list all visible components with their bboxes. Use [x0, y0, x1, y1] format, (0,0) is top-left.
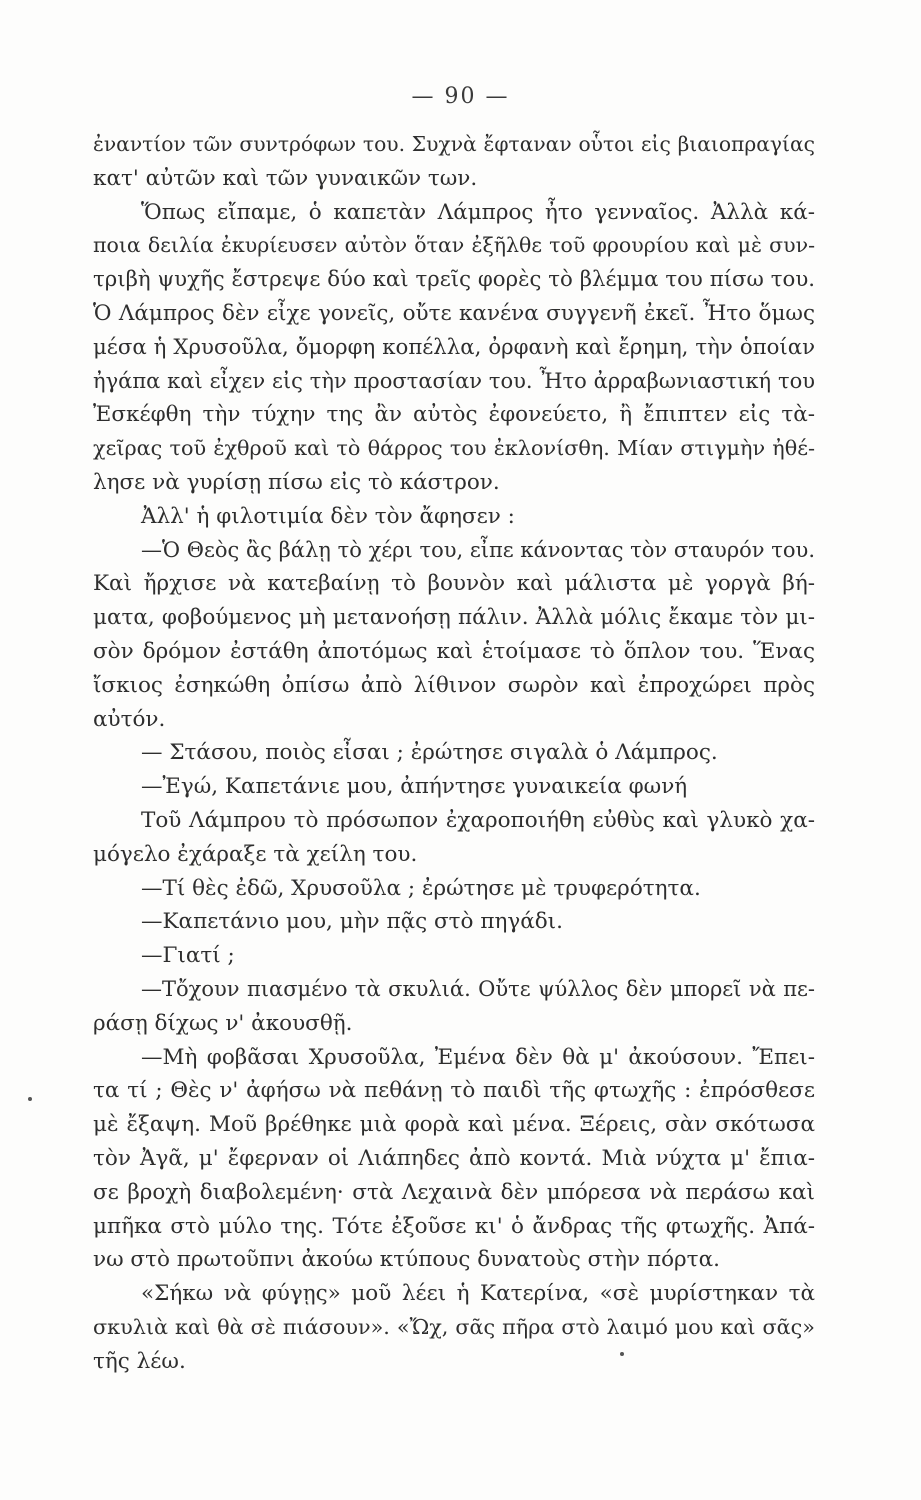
text-line: ράσῃ δίχως ν' ἀκουσθῇ.	[93, 1010, 353, 1036]
text-line: κατ' αὐτῶν καὶ τῶν γυναικῶν των.	[93, 165, 478, 191]
text-line: μὲ ἔξαψη. Μοῦ βρέθηκε μιὰ φορὰ καὶ μένα. Ξέρεις, σὰν σκότωσα	[93, 1112, 815, 1138]
text-line: —Καπετάνιο μου, μὴν πᾷς στὸ πηγάδι.	[141, 909, 563, 935]
text-line: μπῆκα στὸ μύλο της. Τότε ἐξοῦσε κι' ὁ ἄνδρας τῆς φτωχῆς. Ἀπά-	[93, 1213, 815, 1239]
text-line: σὸν δρόμον ἐστάθη ἀποτόμως καὶ ἑτοίμασε τὸ ὅπλον του. Ἕνας	[93, 638, 815, 664]
text-line: Ἐσκέφθη τὴν τύχην της ἂν αὐτὸς ἐφονεύετο, ἢ ἔπιπτεν εἰς τὰ-	[93, 402, 815, 428]
text-line: —Ἐγώ, Καπετάνιε μου, ἀπήντησε γυναικεία φωνή	[141, 774, 688, 800]
text-line: τῆς λέω.	[93, 1348, 186, 1374]
text-line: νω στὸ πρωτοῦπνι ἀκούω κτύπους δυνατοὺς στὴν πόρτα.	[93, 1247, 720, 1273]
text-line: — Στάσου, ποιὸς εἶσαι ; ἐρώτησε σιγαλὰ ὁ Λάμπρος.	[141, 740, 718, 766]
ink-speck	[620, 1352, 624, 1356]
text-line: ἐναντίον τῶν συντρόφων του. Συχνὰ ἔφταναν οὗτοι εἰς βιαιοπραγίας	[93, 132, 815, 156]
text-line: Ἀλλ' ἡ φιλοτιμία δὲν τὸν ἄφησεν :	[141, 503, 515, 529]
text-line: τὸν Ἀγᾶ, μ' ἔφερναν οἱ Λιάπηδες ἀπὸ κοντά. Μιὰ νύχτα μ' ἔπια-	[93, 1145, 815, 1171]
text-line: —Γιατί ;	[141, 943, 235, 969]
text-line: σε βροχὴ διαβολεμένη· στὰ Λεχαινὰ δὲν μπόρεσα νὰ περάσω καὶ	[93, 1179, 815, 1205]
text-line: σκυλιὰ καὶ θὰ σὲ πιάσουν». «Ὤχ, σᾶς πῆρα στὸ λαιμό μου καὶ σᾶς»	[93, 1314, 815, 1339]
text-line: αὐτόν.	[93, 706, 166, 732]
text-line: «Σήκω νὰ φύγῃς» μοῦ λέει ἡ Κατερίνα, «σὲ μυρίστηκαν τὰ	[141, 1281, 815, 1307]
ink-speck	[28, 1097, 32, 1101]
text-line: ματα, φοβούμενος μὴ μετανοήσῃ πάλιν. Ἀλλὰ μόλις ἔκαμε τὸν μι-	[93, 605, 815, 631]
text-line: μέσα ἡ Χρυσοῦλα, ὄμορφη κοπέλλα, ὀρφανὴ καὶ ἔρημη, τὴν ὁποίαν	[93, 334, 815, 360]
text-line: —Τί θὲς ἐδῶ, Χρυσοῦλα ; ἐρώτησε μὲ τρυφερότητα.	[141, 875, 701, 901]
text-line: ποια δειλία ἐκυρίευσεν αὐτὸν ὅταν ἐξῆλθε τοῦ φρουρίου καὶ μὲ συν-	[93, 233, 815, 258]
text-line: τριβὴ ψυχῆς ἔστρεψε δύο καὶ τρεῖς φορὲς τὸ βλέμμα του πίσω του.	[93, 267, 815, 293]
text-line: Ὅπως εἴπαμε, ὁ καπετὰν Λάμπρος ἦτο γενναῖος. Ἀλλὰ κά-	[141, 199, 815, 225]
text-line: —Τὄχουν πιασμένο τὰ σκυλιά. Οὔτε ψύλλος δὲν μπορεῖ νὰ πε-	[141, 976, 815, 1001]
body-text	[93, 128, 815, 1378]
text-line: —Μὴ φοβᾶσαι Χρυσοῦλα, Ἐμένα δὲν θὰ μ' ἀκούσουν. Ἔπει-	[141, 1044, 815, 1070]
page-number: — 90 —	[411, 84, 510, 109]
text-line: Τοῦ Λάμπρου τὸ πρόσωπον ἐχαροποιήθη εὐθὺς καὶ γλυκὸ χα-	[141, 807, 815, 833]
text-line: ἴσκιος ἐσηκώθη ὀπίσω ἀπὸ λίθινον σωρὸν καὶ ἐπροχώρει πρὸς	[93, 672, 815, 698]
text-line: Καὶ ἤρχισε νὰ κατεβαίνῃ τὸ βουνὸν καὶ μάλιστα μὲ γοργὰ βή-	[93, 571, 815, 597]
text-line: —Ὁ Θεὸς ἂς βάλῃ τὸ χέρι του, εἶπε κάνοντας τὸν σταυρόν του.	[141, 537, 815, 562]
text-line: μόγελο ἐχάραξε τὰ χείλη του.	[93, 841, 418, 867]
text-line: Ὁ Λάμπρος δὲν εἶχε γονεῖς, οὔτε κανένα συγγενῆ ἐκεῖ. Ἦτο ὅμως	[93, 300, 815, 326]
text-line: τα τί ; Θὲς ν' ἀφήσω νὰ πεθάνῃ τὸ παιδὶ τῆς φτωχῆς : ἐπρόσθεσε	[93, 1078, 815, 1104]
text-line: ἠγάπα καὶ εἶχεν εἰς τὴν προστασίαν του. Ἦτο ἀρραβωνιαστική του	[93, 368, 815, 393]
text-line: λησε νὰ γυρίσῃ πίσω εἰς τὸ κάστρον.	[93, 469, 500, 495]
text-line: χεῖρας τοῦ ἐχθροῦ καὶ τὸ θάρρος του ἐκλονίσθη. Μίαν στιγμὴν ἠθέ-	[93, 436, 815, 461]
